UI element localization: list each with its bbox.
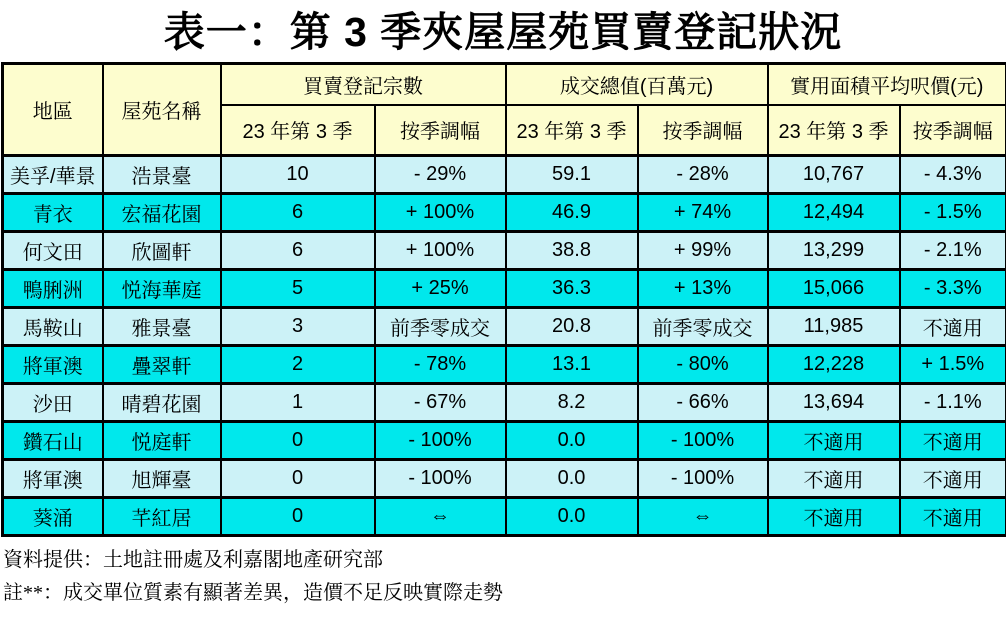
table-cell: 晴碧花園 <box>103 384 221 422</box>
table-cell: 0.0 <box>506 422 638 460</box>
table-cell: - 4.3% <box>900 156 1006 194</box>
subheader-quarter-total-value: 23 年第 3 季 <box>506 105 638 156</box>
table-cell: 11,985 <box>768 308 900 346</box>
subheader-change-avg-psf: 按季調幅 <box>900 105 1006 156</box>
table-cell: + 100% <box>375 232 506 270</box>
header-estate-name: 屋苑名稱 <box>103 64 221 156</box>
table-cell: - 28% <box>638 156 768 194</box>
table-cell: ⇔ <box>375 498 506 536</box>
table-cell: + 99% <box>638 232 768 270</box>
table-cell: + 1.5% <box>900 346 1006 384</box>
table-cell: 馬鞍山 <box>3 308 103 346</box>
table-cell: 3 <box>221 308 375 346</box>
table-cell: 12,494 <box>768 194 900 232</box>
page-title: 表一：第 3 季夾屋屋苑買賣登記狀況 <box>163 9 843 55</box>
registrations-table <box>1 62 1006 537</box>
header-group-row <box>3 64 1006 105</box>
table-row <box>3 194 1006 232</box>
table-cell: 46.9 <box>506 194 638 232</box>
subheader-quarter-avg-psf: 23 年第 3 季 <box>768 105 900 156</box>
table-cell: 8.2 <box>506 384 638 422</box>
subheader-quarter-registrations: 23 年第 3 季 <box>221 105 375 156</box>
table-row <box>3 346 1006 384</box>
table-row <box>3 232 1006 270</box>
table-cell: 將軍澳 <box>3 460 103 498</box>
table-cell: 不適用 <box>900 460 1006 498</box>
subheader-change-total-value: 按季調幅 <box>638 105 768 156</box>
table-cell: - 1.5% <box>900 194 1006 232</box>
table-cell: 13.1 <box>506 346 638 384</box>
table-row <box>3 270 1006 308</box>
table-cell: 宏福花園 <box>103 194 221 232</box>
table-cell: - 66% <box>638 384 768 422</box>
table-cell: 欣圖軒 <box>103 232 221 270</box>
table-cell: 葵涌 <box>3 498 103 536</box>
table-cell: - 29% <box>375 156 506 194</box>
table-cell: - 100% <box>375 422 506 460</box>
header-group-avg-psf: 實用面積平均呎價(元) <box>768 64 1006 105</box>
table-cell: 38.8 <box>506 232 638 270</box>
footnote-source: 資料提供：土地註冊處及利嘉閣地產研究部 <box>3 549 383 571</box>
table-cell: - 2.1% <box>900 232 1006 270</box>
table-cell: 5 <box>221 270 375 308</box>
table-cell: 不適用 <box>768 422 900 460</box>
table-cell: 6 <box>221 232 375 270</box>
table-cell: 2 <box>221 346 375 384</box>
table-cell: 10,767 <box>768 156 900 194</box>
table-cell: 0.0 <box>506 460 638 498</box>
table-cell: 12,228 <box>768 346 900 384</box>
table-cell: 6 <box>221 194 375 232</box>
table-cell: 13,299 <box>768 232 900 270</box>
table-cell: 0 <box>221 422 375 460</box>
table-row <box>3 422 1006 460</box>
table-cell: 將軍澳 <box>3 346 103 384</box>
header-district: 地區 <box>3 64 103 156</box>
table-cell: 疊翠軒 <box>103 346 221 384</box>
table-cell: 不適用 <box>768 460 900 498</box>
table-cell: 不適用 <box>900 498 1006 536</box>
table-cell: 旭輝臺 <box>103 460 221 498</box>
table-cell: 0 <box>221 460 375 498</box>
table-cell: 36.3 <box>506 270 638 308</box>
table-cell: 浩景臺 <box>103 156 221 194</box>
table-cell: 沙田 <box>3 384 103 422</box>
table-row <box>3 308 1006 346</box>
table-cell: 15,066 <box>768 270 900 308</box>
table-cell: 前季零成交 <box>375 308 506 346</box>
footnotes <box>3 544 1006 610</box>
table-cell: + 13% <box>638 270 768 308</box>
table-cell: - 3.3% <box>900 270 1006 308</box>
table-cell: 59.1 <box>506 156 638 194</box>
table-row <box>3 460 1006 498</box>
table-cell: - 100% <box>638 422 768 460</box>
table-cell: - 100% <box>375 460 506 498</box>
table-row <box>3 156 1006 194</box>
footnote-note: 註**：成交單位質素有顯著差異，造價不足反映實際走勢 <box>3 582 503 604</box>
table-cell: 不適用 <box>900 308 1006 346</box>
table-cell: + 74% <box>638 194 768 232</box>
table-row <box>3 384 1006 422</box>
table-cell: 悦庭軒 <box>103 422 221 460</box>
table-cell: 雅景臺 <box>103 308 221 346</box>
table-row <box>3 498 1006 536</box>
table-cell: 13,694 <box>768 384 900 422</box>
table-cell: 不適用 <box>900 422 1006 460</box>
table-cell: ⇔ <box>638 498 768 536</box>
table-cell: - 80% <box>638 346 768 384</box>
table-cell: 不適用 <box>768 498 900 536</box>
table-cell: - 1.1% <box>900 384 1006 422</box>
table-cell: - 78% <box>375 346 506 384</box>
table-cell: 0.0 <box>506 498 638 536</box>
table-cell: 1 <box>221 384 375 422</box>
table-cell: 鑽石山 <box>3 422 103 460</box>
header-group-total-value: 成交總值(百萬元) <box>506 64 768 105</box>
table-cell: 0 <box>221 498 375 536</box>
table-cell: + 100% <box>375 194 506 232</box>
header-group-registrations: 買賣登記宗數 <box>221 64 506 105</box>
table-cell: 美孚/華景 <box>3 156 103 194</box>
table-cell: 悦海華庭 <box>103 270 221 308</box>
table-cell: 10 <box>221 156 375 194</box>
table-cell: 鴨脷洲 <box>3 270 103 308</box>
table-cell: 青衣 <box>3 194 103 232</box>
table-cell: + 25% <box>375 270 506 308</box>
table-cell: - 67% <box>375 384 506 422</box>
subheader-change-registrations: 按季調幅 <box>375 105 506 156</box>
table-cell: 20.8 <box>506 308 638 346</box>
table-cell: 前季零成交 <box>638 308 768 346</box>
table-cell: 何文田 <box>3 232 103 270</box>
table-cell: 芊紅居 <box>103 498 221 536</box>
table-cell: - 100% <box>638 460 768 498</box>
